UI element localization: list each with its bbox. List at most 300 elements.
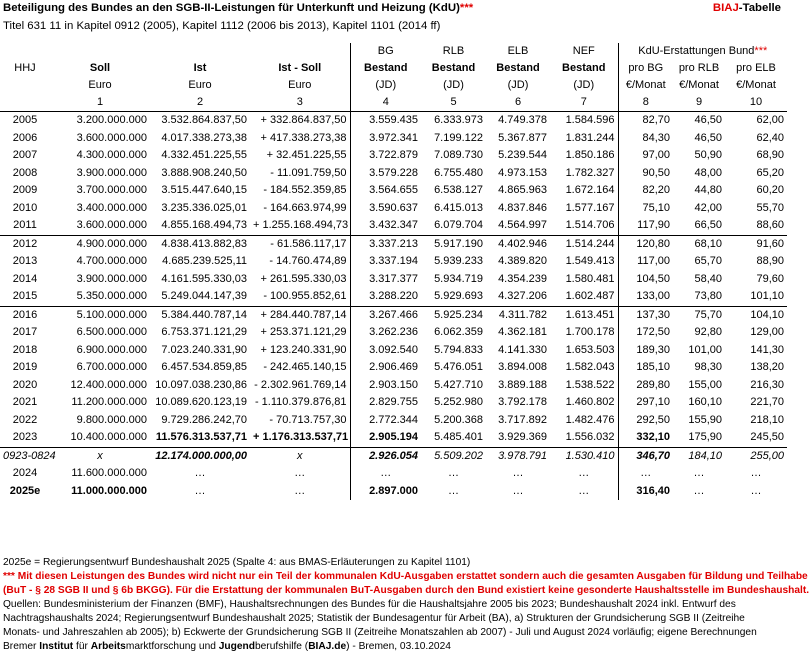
cell-nef: 1.530.410 — [550, 447, 618, 465]
header-jd: (JD) — [350, 77, 421, 94]
header-per-month: €/Monat — [736, 79, 776, 91]
cell-pbg: 82,70 — [618, 112, 673, 130]
header-hhj: HHJ — [14, 62, 36, 74]
cell-nef: 1.613.451 — [550, 306, 618, 324]
cell-bg: 2.905.194 — [350, 429, 421, 447]
cell-pbg: 185,10 — [618, 359, 673, 377]
cell-soll: 5.100.000.000 — [50, 306, 150, 324]
cell-ist: 12.174.000.000,00 — [150, 447, 250, 465]
cell-elb: … — [512, 467, 524, 480]
cell-bg: … — [350, 465, 421, 483]
cell-soll: 3.400.000.000 — [76, 201, 147, 214]
sources-3: Monats- und Jahreszahlen ab 2005); b) Eckwerte der Grundsicherung SGB II (Zeitreihe Monatszahlen ab 2007) - Juli und August 2024 vorläufig; eigene Berechnungen — [3, 627, 757, 638]
cell-diff: + 1.255.168.494,73 — [253, 219, 349, 232]
cell-nef: 1.580.481 — [565, 272, 615, 285]
col-number: 2 — [150, 94, 250, 112]
biaj-label: BIAJ-Tabelle — [712, 2, 781, 14]
cell-pelb: 129,00 — [750, 326, 785, 339]
cell-diff: + 261.595.330,03 — [260, 272, 347, 285]
cell-nef: 1.538.522 — [565, 378, 615, 391]
cell-rlb: 6.079.704 — [434, 219, 483, 232]
cell-ist: 4.017.338.273,38 — [161, 131, 247, 144]
cell-ist: 11.576.313.537,71 — [155, 431, 247, 444]
header-per-month: €/Monat — [679, 79, 719, 91]
table-row — [0, 235, 787, 253]
cell-pbg: 82,20 — [618, 182, 673, 200]
cell-pbg: 104,50 — [618, 271, 673, 289]
cell-soll: 11.600.000.000 — [71, 467, 147, 480]
cell-bg: 3.559.435 — [350, 112, 421, 130]
cell-prlb: 66,50 — [694, 219, 722, 232]
cell-nef: … — [578, 484, 590, 497]
cell-pbg: 120,80 — [618, 235, 673, 253]
cell-elb: 4.327.206 — [498, 290, 547, 303]
cell-bg: 3.267.466 — [350, 306, 421, 324]
cell-elb: 4.362.181 — [498, 326, 547, 339]
cell-prlb: 65,70 — [694, 255, 722, 268]
cell-pelb: 65,20 — [756, 166, 785, 179]
header-unit: Euro — [88, 79, 112, 91]
cell-soll: 5.350.000.000 — [76, 290, 147, 303]
col-number: 1 — [50, 94, 150, 112]
cell-diff: … — [294, 484, 306, 497]
cell-prlb: 92,80 — [694, 326, 722, 339]
cell-bg: 3.262.236 — [350, 324, 421, 342]
cell-rlb: 5.509.202 — [421, 447, 486, 465]
cell-pbg: 292,50 — [618, 412, 673, 430]
cell-bg: 2.903.150 — [350, 377, 421, 395]
cell-rlb: 5.917.190 — [421, 235, 486, 253]
cell-bg: 2.829.755 — [350, 394, 421, 412]
cell-diff: - 61.586.117,17 — [250, 235, 350, 253]
cell-ist: … — [194, 467, 206, 480]
cell-pelb: 60,20 — [756, 184, 785, 197]
cell-pbg: … — [618, 465, 673, 483]
cell-bg: 2.926.054 — [350, 447, 421, 465]
cell-rlb: … — [448, 467, 459, 480]
table-row — [0, 271, 787, 289]
page-subtitle: Titel 631 11 in Kapitel 0912 (2005), Kapitel 1112 (2006 bis 2013), Kapitel 1101 (2014 ff) — [3, 20, 441, 32]
cell-prlb: 184,10 — [673, 447, 725, 465]
cell-year: 2008 — [12, 166, 38, 179]
cell-year: 2017 — [12, 326, 38, 339]
cell-year: 2024 — [12, 467, 38, 480]
cell-prlb: 175,90 — [688, 431, 722, 444]
col-number: 3 — [250, 94, 350, 112]
header-kdu: KdU-Erstattungen Bund*** — [618, 43, 787, 60]
cell-bg: 3.092.540 — [350, 342, 421, 360]
footnotes — [3, 556, 809, 654]
cell-diff: - 14.760.474,89 — [269, 255, 347, 268]
header-pro-bg: pro BG — [618, 60, 673, 77]
cell-elb: 3.792.178 — [498, 396, 547, 409]
cell-elb: 4.311.782 — [486, 306, 550, 324]
sources-1: Quellen: Bundesministerium der Finanzen (BMF), Haushaltsrechnungen des Bundes für die Haushaltsjahre 2005 bis 2023; Bundeshaushalt 2024 inkl. Entwurf des — [3, 599, 736, 610]
cell-year: 2020 — [12, 378, 38, 391]
cell-pelb: 138,20 — [750, 361, 785, 374]
cell-bg: 3.579.228 — [350, 165, 421, 183]
cell-rlb: 5.200.368 — [434, 413, 483, 426]
header-jd: (JD) — [507, 79, 529, 91]
cell-prlb: 48,00 — [694, 166, 722, 179]
cell-bg: 2.772.344 — [350, 412, 421, 430]
cell-bg: 3.337.213 — [350, 235, 421, 253]
cell-ist: 3.235.336.025,01 — [161, 201, 247, 214]
cell-year: 2011 — [13, 219, 37, 232]
cell-bg: 3.337.194 — [350, 253, 421, 271]
cell-year: 2006 — [12, 131, 38, 144]
cell-nef: 1.514.244 — [550, 235, 618, 253]
cell-rlb: 7.089.730 — [434, 149, 483, 162]
cell-ist: 5.384.440.787,14 — [150, 306, 250, 324]
cell-prlb: 75,70 — [673, 306, 725, 324]
cell-pelb: 245,50 — [750, 431, 785, 444]
cell-diff: - 2.302.961.769,14 — [254, 378, 347, 391]
table-row — [0, 465, 787, 483]
sources-2: Nachtragshaushalts 2024; Regierungsentwurf Bundeshaushalt 2025; Statistik der Bundesagentur für Arbeit (BA), a) Strukturen der Grundsicherung SGB II (Zeitreihe — [3, 613, 745, 624]
cell-elb: 4.354.239 — [498, 272, 547, 285]
cell-elb: 4.837.846 — [498, 201, 547, 214]
cell-pelb: 216,30 — [750, 378, 785, 391]
cell-pelb: 104,10 — [725, 306, 787, 324]
header-pro-elb: pro ELB — [736, 62, 776, 74]
col-number: 10 — [725, 94, 787, 112]
cell-rlb: 6.415.013 — [434, 201, 483, 214]
cell-prlb: 101,00 — [688, 343, 722, 356]
sources-4: Bremer Institut für Arbeitsmarktforschung und Jugendberufshilfe (BIAJ.de) - Bremen, 03.10.2024 — [3, 641, 451, 652]
cell-year: 2021 — [12, 396, 38, 409]
col-number: 7 — [550, 94, 618, 112]
col-number: 9 — [673, 94, 725, 112]
cell-year: 2007 — [12, 149, 38, 162]
cell-prlb: 42,00 — [694, 201, 722, 214]
cell-ist: 6.753.371.121,29 — [161, 326, 247, 339]
cell-nef: 1.482.476 — [565, 413, 615, 426]
table-row — [0, 200, 787, 218]
cell-elb: 3.894.008 — [498, 361, 547, 374]
cell-elb: 4.564.997 — [498, 219, 547, 232]
header-ist: Ist — [193, 62, 207, 74]
cell-diff: - 184.552.359,85 — [263, 184, 347, 197]
cell-pbg: 189,30 — [618, 342, 673, 360]
cell-pelb: 101,10 — [750, 290, 785, 303]
col-number: 4 — [350, 94, 421, 112]
table-row — [0, 412, 787, 430]
cell-pbg: 117,00 — [618, 253, 673, 271]
cell-prlb: 44,80 — [694, 184, 722, 197]
cell-nef: 1.782.327 — [565, 166, 615, 179]
title-stars: *** — [459, 2, 474, 14]
cell-diff: … — [294, 467, 306, 480]
cell-elb: 4.141.330 — [498, 343, 547, 356]
table-row — [0, 377, 787, 395]
table-row — [0, 112, 787, 130]
note-stars-1: *** Mit diesen Leistungen des Bundes wird nicht nur ein Teil der kommunalen KdU-Ausgaben erstattet sondern auch die gesamten Ausgaben für Bildung und Teilhabe — [3, 571, 808, 582]
cell-prlb: 68,10 — [673, 235, 725, 253]
header-jd: (JD) — [443, 79, 464, 91]
header-bestand: Bestand — [496, 62, 540, 74]
cell-diff: + 253.371.121,29 — [260, 326, 347, 339]
cell-year: 2016 — [0, 306, 50, 324]
cell-bg: 2.906.469 — [350, 359, 421, 377]
cell-diff: + 284.440.787,14 — [250, 306, 350, 324]
cell-ist: 4.685.239.525,11 — [162, 255, 247, 268]
cell-diff: - 100.955.852,61 — [263, 290, 347, 303]
cell-pelb: 68,90 — [756, 149, 785, 162]
cell-nef: 1.584.596 — [565, 114, 615, 127]
cell-rlb: 5.794.833 — [434, 343, 483, 356]
cell-soll: 12.400.000.000 — [70, 378, 147, 391]
header-bg: BG — [350, 43, 421, 60]
cell-pelb: 79,60 — [756, 272, 785, 285]
cell-ist: 6.457.534.859,85 — [161, 361, 247, 374]
cell-rlb: 5.427.710 — [434, 378, 483, 391]
cell-soll: x — [50, 447, 150, 465]
cell-soll: 3.200.000.000 — [76, 114, 147, 127]
cell-diff: - 70.713.757,30 — [269, 413, 347, 426]
col-number: 6 — [486, 94, 550, 112]
cell-pbg: 97,00 — [618, 147, 673, 165]
cell-rlb: 5.925.234 — [421, 306, 486, 324]
cell-rlb: 5.476.051 — [434, 361, 483, 374]
cell-pbg: 84,30 — [618, 130, 673, 148]
cell-nef: 1.672.164 — [565, 184, 615, 197]
cell-rlb: 5.934.719 — [434, 272, 483, 285]
cell-pelb: 221,70 — [750, 396, 785, 409]
cell-nef: 1.850.186 — [565, 149, 615, 162]
header-bestand: Bestand — [350, 60, 421, 77]
cell-soll: 11.200.000.000 — [71, 396, 147, 409]
cell-year: 2019 — [12, 361, 38, 374]
cell-rlb: 5.939.233 — [434, 255, 483, 268]
cell-pelb: 218,10 — [750, 413, 785, 426]
cell-soll: 11.000.000.000 — [71, 484, 147, 497]
cell-year: 2023 — [12, 431, 38, 444]
cell-diff: x — [250, 447, 350, 465]
cell-pbg: 172,50 — [618, 324, 673, 342]
cell-diff: + 123.240.331,90 — [260, 343, 347, 356]
cell-ist: 10.089.620.123,19 — [155, 396, 247, 409]
cell-soll: 3.700.000.000 — [76, 184, 147, 197]
cell-elb: 3.889.188 — [498, 378, 547, 391]
cell-pbg: 332,10 — [618, 429, 673, 447]
cell-soll: 6.500.000.000 — [76, 326, 147, 339]
cell-year: 2025e — [9, 484, 41, 497]
cell-prlb: … — [693, 484, 705, 497]
cell-soll: 4.900.000.000 — [50, 235, 150, 253]
header-unit: Euro — [288, 79, 312, 91]
cell-bg: 3.564.655 — [350, 182, 421, 200]
cell-pelb: 62,40 — [756, 131, 785, 144]
cell-soll: 3.600.000.000 — [76, 219, 147, 232]
cell-bg: 3.432.347 — [350, 217, 421, 235]
cell-year: 2014 — [12, 272, 38, 285]
cell-soll: 3.600.000.000 — [76, 131, 147, 144]
cell-rlb: 5.252.980 — [434, 396, 483, 409]
note-stars-2: (BuT - § 28 SGB II und § 6b BKGG). Für die Erstattung der kommunalen BuT-Ausgaben durch den Bund existiert keine gesonderte Haushaltsstelle im Bundeshaushalt. — [3, 585, 809, 596]
cell-rlb: 6.333.973 — [434, 114, 483, 127]
cell-rlb: 7.199.122 — [434, 131, 483, 144]
cell-nef: 1.556.032 — [565, 431, 615, 444]
cell-bg: 3.972.341 — [350, 130, 421, 148]
header-jd: (JD) — [573, 79, 595, 91]
cell-ist: 5.249.044.147,39 — [161, 290, 247, 303]
cell-diff: - 11.091.759,50 — [270, 166, 347, 179]
cell-elb: 3.978.791 — [486, 447, 550, 465]
cell-elb: 3.929.369 — [498, 431, 547, 444]
cell-pelb: … — [750, 484, 762, 497]
data-table — [0, 43, 787, 500]
cell-prlb: … — [693, 467, 705, 480]
cell-soll: 10.400.000.000 — [70, 431, 147, 444]
cell-ist: 4.855.168.494,73 — [161, 219, 247, 232]
cell-ist: 4.161.595.330,03 — [161, 272, 247, 285]
cell-soll: 3.900.000.000 — [76, 166, 147, 179]
table-row — [0, 165, 787, 183]
cell-nef: 1.460.802 — [565, 396, 615, 409]
table-row — [0, 217, 787, 235]
cell-ist: 9.729.286.242,70 — [161, 413, 247, 426]
cell-nef: 1.602.487 — [565, 290, 615, 303]
cell-pelb: 55,70 — [756, 201, 785, 214]
cell-elb: 5.239.544 — [498, 149, 547, 162]
cell-pelb: 255,00 — [725, 447, 787, 465]
cell-bg: 3.590.637 — [350, 200, 421, 218]
cell-prlb: 58,40 — [694, 272, 722, 285]
cell-nef: 1.577.167 — [565, 201, 615, 214]
cell-pelb: 91,60 — [725, 235, 787, 253]
cell-prlb: 155,00 — [688, 378, 722, 391]
cell-diff: + 32.451.225,55 — [266, 149, 347, 162]
cell-pbg: 133,00 — [618, 288, 673, 306]
cell-bg: 3.722.879 — [350, 147, 421, 165]
col-number: 5 — [421, 94, 486, 112]
cell-pbg: 289,80 — [618, 377, 673, 395]
table-row — [0, 130, 787, 148]
cell-prlb: 160,10 — [688, 396, 722, 409]
cell-year: 2022 — [12, 413, 38, 426]
cell-soll: 4.700.000.000 — [76, 255, 147, 268]
table-row — [0, 182, 787, 200]
header-soll: Soll — [89, 62, 111, 74]
table-row — [0, 147, 787, 165]
cell-prlb: 46,50 — [694, 114, 722, 127]
page-title: Beteiligung des Bundes an den SGB-II-Leistungen für Unterkunft und Heizung (KdU)*** — [3, 2, 474, 14]
cell-diff: + 332.864.837,50 — [260, 114, 347, 127]
cell-year: 2005 — [12, 114, 38, 127]
table-row — [0, 429, 787, 447]
cell-pbg: 137,30 — [618, 306, 673, 324]
table-row — [0, 342, 787, 360]
cell-soll: 4.300.000.000 — [76, 149, 147, 162]
cell-nef: 1.514.706 — [565, 219, 615, 232]
cell-pbg: 316,40 — [618, 483, 673, 501]
cell-elb: 4.389.820 — [498, 255, 547, 268]
cell-elb: 4.865.963 — [498, 184, 547, 197]
cell-pbg: 297,10 — [618, 394, 673, 412]
cell-soll: 3.900.000.000 — [76, 272, 147, 285]
table-row — [0, 447, 787, 465]
table-row — [0, 306, 787, 324]
cell-bg: 3.317.377 — [350, 271, 421, 289]
cell-year: 2015 — [12, 290, 38, 303]
cell-prlb: 73,80 — [694, 290, 722, 303]
cell-ist: 3.888.908.240,50 — [161, 166, 247, 179]
cell-ist: 3.515.447.640,15 — [161, 184, 247, 197]
cell-pbg: 346,70 — [618, 447, 673, 465]
note-2025e: 2025e = Regierungsentwurf Bundeshaushalt 2025 (Spalte 4: aus BMAS-Erläuterungen zu Kapitel 1101) — [3, 557, 471, 568]
cell-rlb: 6.755.480 — [434, 166, 483, 179]
cell-bg: 3.288.220 — [350, 288, 421, 306]
cell-ist: … — [194, 484, 206, 497]
cell-pelb: 62,00 — [756, 114, 785, 127]
cell-year: 2013 — [12, 255, 38, 268]
table-row — [0, 359, 787, 377]
cell-elb: 4.973.153 — [498, 166, 547, 179]
cell-nef: 1.831.244 — [565, 131, 615, 144]
cell-pelb: 88,60 — [756, 219, 785, 232]
cell-prlb: 46,50 — [694, 131, 722, 144]
cell-ist: 3.532.864.837,50 — [161, 114, 247, 127]
cell-nef: 1.549.413 — [565, 255, 615, 268]
cell-elb: … — [512, 484, 524, 497]
cell-rlb: 6.062.359 — [434, 326, 483, 339]
cell-diff: + 417.338.273,38 — [260, 131, 347, 144]
cell-diff: - 1.110.379.876,81 — [254, 396, 347, 409]
cell-soll: 6.900.000.000 — [76, 343, 147, 356]
cell-bg: 2.897.000 — [350, 483, 421, 501]
cell-elb: 3.717.892 — [498, 413, 547, 426]
table-row — [0, 483, 787, 501]
cell-ist: 4.332.451.225,55 — [161, 149, 247, 162]
cell-prlb: 50,90 — [694, 149, 722, 162]
header-bestand: Bestand — [431, 62, 476, 74]
cell-nef: … — [578, 467, 590, 480]
cell-prlb: 155,90 — [688, 413, 722, 426]
header-pro-rlb: pro RLB — [678, 62, 720, 74]
table-row — [0, 324, 787, 342]
cell-soll: 6.700.000.000 — [76, 361, 147, 374]
header-ist-soll: Ist - Soll — [278, 62, 322, 74]
header-elb: ELB — [507, 45, 529, 57]
cell-pelb: 141,30 — [750, 343, 785, 356]
cell-ist: 4.838.413.882,83 — [150, 235, 250, 253]
cell-pbg: 90,50 — [618, 165, 673, 183]
cell-ist: 10.097.038.230,86 — [155, 378, 247, 391]
cell-ist: 7.023.240.331,90 — [161, 343, 247, 356]
cell-year: 2012 — [0, 235, 50, 253]
cell-nef: 1.700.178 — [565, 326, 615, 339]
table-row — [0, 394, 787, 412]
header-bestand: Bestand — [562, 62, 606, 74]
cell-year: 2009 — [12, 184, 38, 197]
cell-soll: 9.800.000.000 — [76, 413, 147, 426]
cell-diff: - 164.663.974,99 — [263, 201, 347, 214]
header-rlb: RLB — [442, 45, 465, 57]
cell-pelb: 88,90 — [756, 255, 785, 268]
cell-elb: 4.749.378 — [498, 114, 547, 127]
cell-pelb: … — [750, 467, 762, 480]
header-nef: NEF — [572, 45, 595, 57]
cell-elb: 5.367.877 — [498, 131, 547, 144]
cell-nef: 1.653.503 — [565, 343, 615, 356]
cell-diff: + 1.176.313.537,71 — [253, 431, 349, 444]
header-unit: Euro — [188, 79, 212, 91]
cell-diff: - 242.465.140,15 — [263, 361, 347, 374]
cell-rlb: 5.485.401 — [434, 431, 483, 444]
cell-pbg: 117,90 — [618, 217, 673, 235]
table-row — [0, 253, 787, 271]
